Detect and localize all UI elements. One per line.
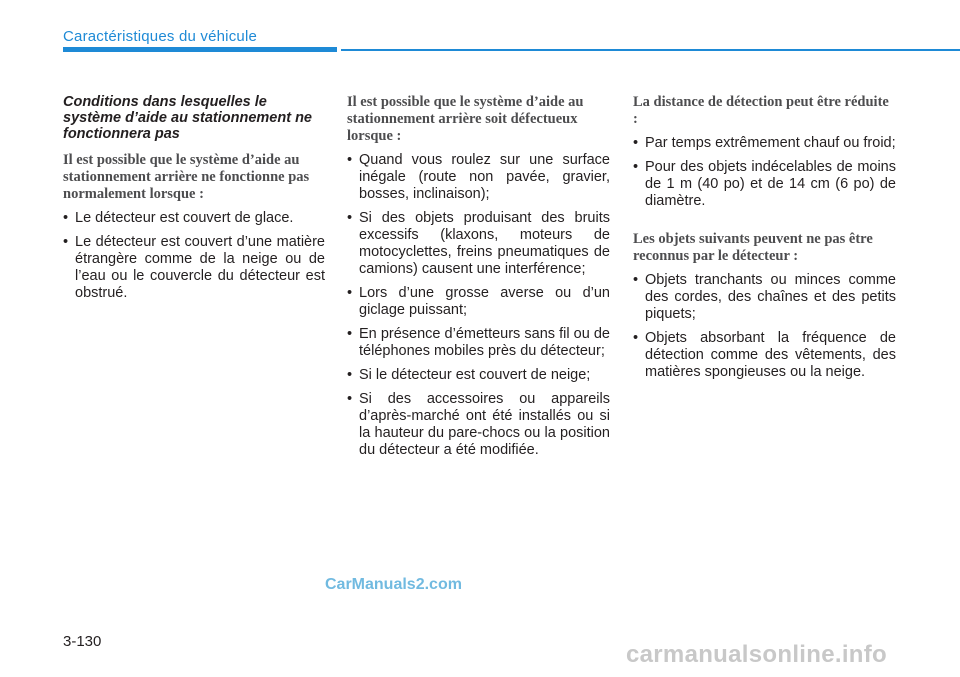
header-bar-thick	[63, 47, 337, 52]
list-item: • Le détecteur est couvert d’une matière étrangère comme de la neige ou de l’eau ou le couvercle du détecteur est obstrué.	[63, 234, 325, 302]
section-header-title: Caractéristiques du véhicule	[63, 28, 258, 45]
header-bar-thin	[341, 49, 960, 51]
footer-watermark: carmanualsonline.info	[626, 641, 888, 668]
list-item: • Objets absorbant la fréquence de détection comme des vêtements, des matières spongieuses ou la neige.	[633, 330, 896, 381]
bullet-list-not-working	[63, 210, 325, 302]
column-2	[347, 94, 610, 466]
list-item: • Si des accessoires ou appareils d’après-marché ont été installés ou si la hauteur du pare-chocs ou la position du détecteur a été modifiée.	[347, 391, 610, 459]
column-3	[633, 94, 896, 388]
list-item: • Si des objets produisant des bruits excessifs (klaxons, moteurs de motocyclettes, freins pneumatiques de camions) causent une interférence;	[347, 210, 610, 278]
subheading-defective: Il est possible que le système d’aide au stationnement arrière soit défectueux lorsque :	[347, 94, 584, 144]
list-item: • Objets tranchants ou minces comme des cordes, des chaînes et des petits piquets;	[633, 272, 896, 323]
list-item: • Lors d’une grosse averse ou d’un giclage puissant;	[347, 285, 610, 319]
list-item: • Si le détecteur est couvert de neige;	[347, 367, 610, 384]
list-item: • En présence d’émetteurs sans fil ou de téléphones mobiles près du détecteur;	[347, 326, 610, 360]
list-item: • Pour des objets indécelables de moins de 1 m (40 po) et de 14 cm (6 po) de diamètre.	[633, 159, 896, 210]
watermark-link[interactable]: CarManuals2.com	[325, 576, 462, 593]
list-item: • Par temps extrêmement chauf ou froid;	[633, 135, 896, 152]
list-item: • Quand vous roulez sur une surface inégale (route non pavée, gravier, bosses, inclinaison);	[347, 152, 610, 203]
subheading-not-working: Il est possible que le système d’aide au stationnement arrière ne fonctionne pas normalement lorsque :	[63, 152, 310, 202]
subheading-unrecognized-objects: Les objets suivants peuvent ne pas être reconnus par le détecteur :	[633, 231, 873, 264]
column-1	[63, 94, 325, 309]
page-number: 3-130	[63, 633, 102, 650]
bullet-list-reduced-distance	[633, 135, 896, 210]
section-title: Conditions dans lesquelles le système d’aide au stationnement ne fonctionnera pas	[63, 94, 312, 142]
list-item: • Le détecteur est couvert de glace.	[63, 210, 325, 227]
bullet-list-defective	[347, 152, 610, 459]
subheading-reduced-distance: La distance de détection peut être réduite :	[633, 94, 889, 127]
bullet-list-unrecognized-objects	[633, 272, 896, 381]
